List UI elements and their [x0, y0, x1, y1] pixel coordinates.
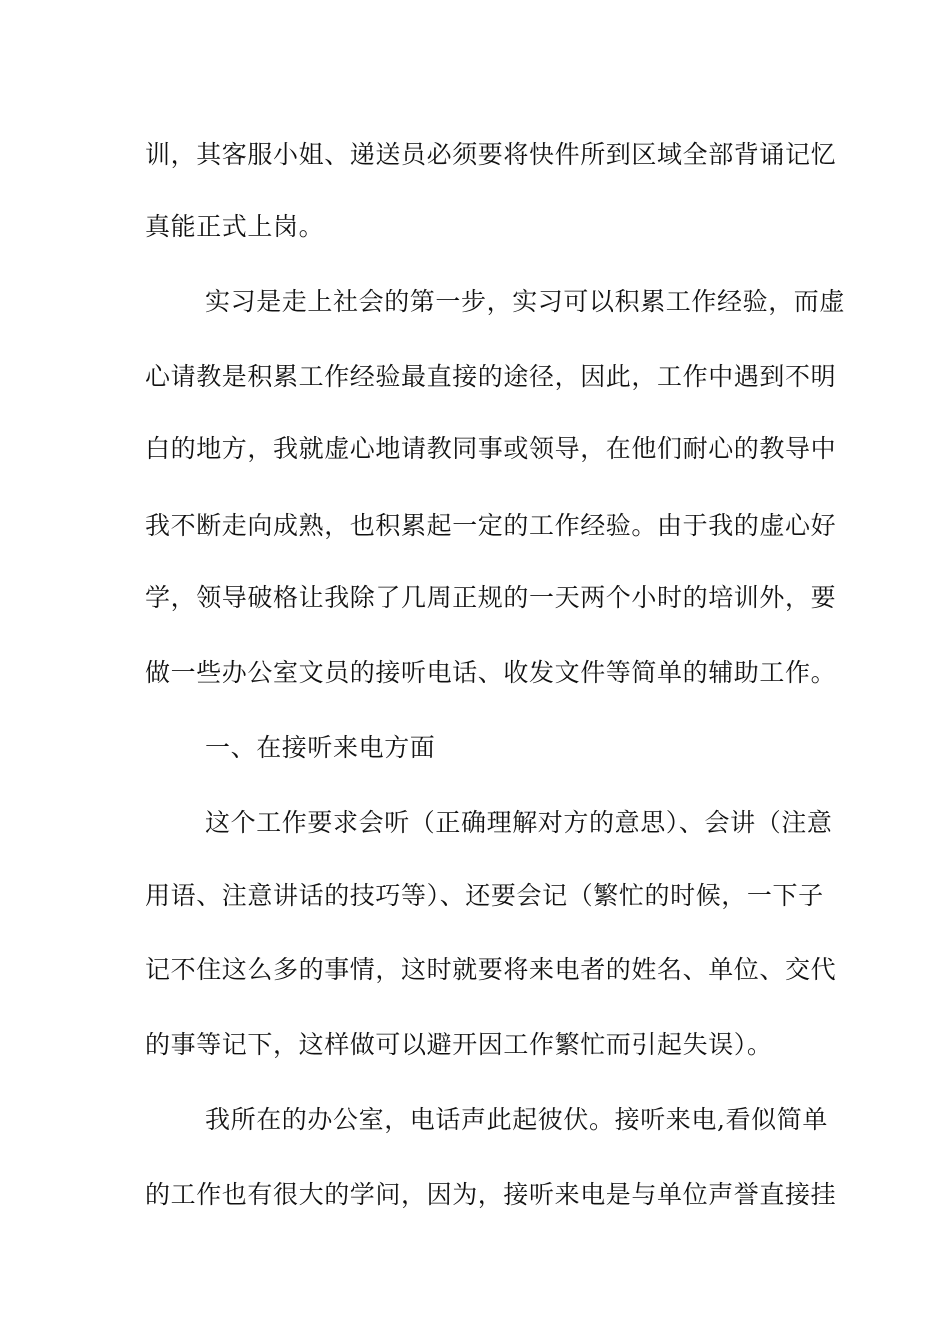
section-heading: 一、在接听来电方面 — [205, 733, 436, 762]
text-line: 的事等记下，这样做可以避开因工作繁忙而引起失误）。 — [145, 1030, 773, 1059]
text-line: 白的地方，我就虚心地请教同事或领导，在他们耐心的教导中 — [145, 434, 837, 463]
text-line: 的工作也有很大的学问，因为，接听来电是与单位声誉直接挂 — [145, 1180, 837, 1209]
text-line: 心请教是积累工作经验最直接的途径，因此，工作中遇到不明 — [145, 362, 837, 391]
text-line: 做一些办公室文员的接听电话、收发文件等简单的辅助工作。 — [145, 658, 837, 687]
paragraph-start: 我所在的办公室，电话声此起彼伏。接听来电,看似简单 — [205, 1105, 828, 1134]
text-line: 学，领导破格让我除了几周正规的一天两个小时的培训外，要 — [145, 583, 837, 612]
text-line: 用语、注意讲话的技巧等）、还要会记（繁忙的时候，一下子 — [145, 881, 824, 910]
text-line: 真能正式上岗。 — [145, 212, 325, 241]
paragraph-start: 这个工作要求会听（正确理解对方的意思）、会讲（注意 — [205, 808, 833, 837]
paragraph-start: 实习是走上社会的第一步，实习可以积累工作经验，而虚 — [205, 287, 846, 316]
text-line: 我不断走向成熟，也积累起一定的工作经验。由于我的虚心好 — [145, 511, 837, 540]
text-line: 训，其客服小姐、递送员必须要将快件所到区域全部背诵记忆 — [145, 140, 837, 169]
text-line: 记不住这么多的事情，这时就要将来电者的姓名、单位、交代 — [145, 955, 837, 984]
